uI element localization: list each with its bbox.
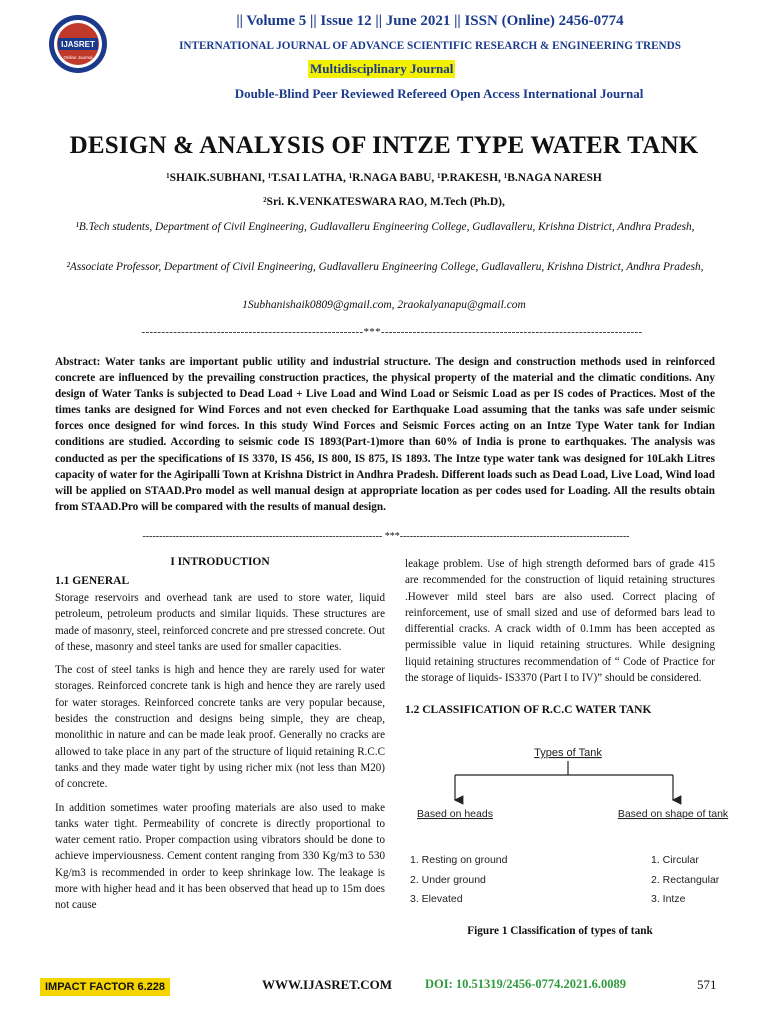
website-link[interactable]: WWW.IJASRET.COM — [262, 977, 393, 992]
classification-heading: 1.2 CLASSIFICATION OF R.C.C WATER TANK — [405, 704, 652, 716]
author-list: ¹SHAIK.SUBHANI, ¹T.SAI LATHA, ¹R.NAGA BABU, ¹P.RAKESH, ¹B.NAGA NARESH — [166, 172, 602, 184]
introduction-heading: I INTRODUCTION — [170, 556, 270, 568]
peer-review-line: Double-Blind Peer Reviewed Refereed Open Access International Journal — [234, 86, 644, 101]
volume-issue-line: || Volume 5 || Issue 12 || June 2021 || ISSN (Online) 2456-0774 — [236, 13, 624, 29]
figure-caption: Figure 1 Classification of types of tank — [467, 925, 653, 937]
paper-title: DESIGN & ANALYSIS OF INTZE TYPE WATER TANK — [69, 132, 699, 159]
journal-name: INTERNATIONAL JOURNAL OF ADVANCE SCIENTIFIC RESEARCH & ENGINEERING TRENDS — [179, 40, 681, 52]
diagram-item: 2. Rectangular — [651, 874, 720, 886]
diagram-right-branch: Based on shape of tank — [617, 808, 729, 820]
diagram-item: 1. Circular — [651, 854, 699, 866]
left-column — [55, 590, 385, 921]
journal-logo — [48, 14, 108, 74]
impact-factor-badge: IMPACT FACTOR 6.228 — [40, 978, 170, 996]
author-emails: 1Subhanishaik0809@gmail.com, 2raokalyanapu@gmail.com — [242, 299, 526, 311]
separator-top: --------------------------------------------------------***------------------------------------------------------------------ — [141, 326, 643, 338]
separator-bottom: ------------------------------------------------------------------------ ***--------------------------------------------------------------------- — [142, 531, 630, 542]
affiliation-students: ¹B.Tech students, Department of Civil Engineering, Gudlavalleru Engineering College, Gudlavalleru, Krishna District, Andhra Pradesh, — [75, 221, 695, 233]
logo-subtext: Online Journal — [63, 55, 93, 60]
page-number: 571 — [697, 977, 717, 992]
abstract: Abstract: Water tanks are important public utility and industrial structure. The design and construction methods used in reinforced concrete are influenced by the prevailing construction practices, the physical property of the material and the climatic conditions. Any design of Water Tanks is subjected to Dead Load + Live Load and Wind Load or Seismic Load as per IS codes of Practices. Most of the times tanks are designed for Wind Forces and not even checked for Earthquake Load assuming that the tanks was safe under seismic forces once designed for wind forces. In this study Wind Forces and Seismic Forces acting on an Intze Type Water tank for Indian conditions are studied. According to seismic code IS 1893(Part-1)more than 60% of India is prone to earthquakes. The analysis was conducted as per the specifications of IS 3370, IS 456, IS 800, IS 875, IS 1893. The Intze type water tank was designed for 10Lakh Litres capacity of water for the Agiripalli Town at Krishna District in Andhra Pradesh. Different loads such as Dead Load, Live Load, Wind load will be applied on STAAD.Pro model as well manual design at appropriate location as per codes used for Loading. All the results obtain from STAAD.Pro will be compared with the results of manual design. — [55, 356, 715, 513]
classification-diagram — [405, 730, 729, 920]
paragraph: leakage problem. Use of high strength deformed bars of grade 415 are recommended for the construction of liquid retaining structures .However mild steel bars are also used. Correct placing of reinforcement, use of small sized and use of deformed bars lead to differential cracks. A crack width of 0.1mm has been accepted as permissible value in liquid retaining structures. While designing liquid retaining structures recommendation of “ Code of Practice for the storage of liquids- IS3370 (Part I to IV)” should be considered. — [405, 558, 715, 685]
diagram-item: 3. Intze — [651, 893, 686, 905]
paragraph: Storage reservoirs and overhead tank are used to store water, liquid petroleum, petroleum products and similar liquids. These structures are made of masonry, steel, reinforced concrete and pre stressed concrete. Out of these, masonry and steel tanks are used for smaller capacities. — [55, 592, 385, 653]
doi-link[interactable]: DOI: 10.51319/2456-0774.2021.6.0089 — [425, 977, 627, 991]
general-heading: 1.1 GENERAL — [55, 575, 130, 587]
diagram-left-branch: Based on heads — [417, 808, 493, 820]
affiliation-professor: ²Associate Professor, Department of Civil Engineering, Gudlavalleru Engineering College, Gudlavalleru, Krishna District, Andhra Pradesh, — [66, 261, 704, 273]
diagram-root-label: Types of Tank — [534, 747, 602, 759]
diagram-item: 1. Resting on ground — [410, 854, 508, 866]
logo-text: IJASRET — [61, 40, 95, 49]
diagram-item: 3. Elevated — [410, 893, 463, 905]
multidisciplinary-badge: Multidisciplinary Journal — [310, 61, 454, 76]
diagram-item: 2. Under ground — [410, 874, 486, 886]
guide-author: ²Sri. K.VENKATESWARA RAO, M.Tech (Ph.D), — [263, 196, 505, 208]
paragraph: In addition sometimes water proofing materials are also used to make tanks water tight. Permeability of concrete is directly proportional to water cement ratio. Proper compaction using vibrators should be done to achieve imperviousness. Cement content ranging from 330 Kg/m3 to 530 Kg/m3 is recommended in order to keep shrinkage low. The leakage is more with higher head and it has been observed that head up to 15m does not cause — [55, 801, 385, 912]
paragraph: The cost of steel tanks is high and hence they are rarely used for water storages. Reinforced concrete tank is high and hence they are rarely used for water storages. Reinforced concrete tanks are very popular because, besides the construction and designs being simple, they are cheap, monolithic in nature and can be made leak proof. Generally no cracks are allowed to take place in any part of the structure of liquid retaining R.C.C tanks and they made water tight by using richer mix (not less than M20) of concrete. — [55, 664, 385, 791]
right-column — [405, 556, 715, 693]
